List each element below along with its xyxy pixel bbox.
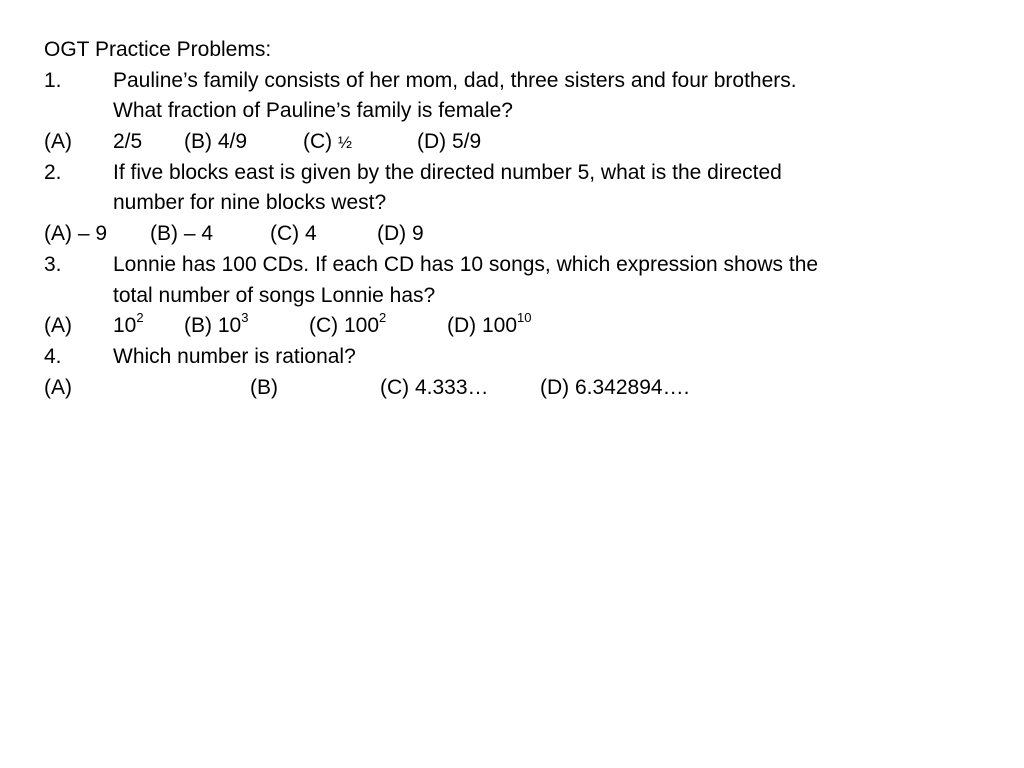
- question-2-line-2: number for nine blocks west?: [113, 191, 387, 215]
- question-3-line-1: [44, 250, 1004, 281]
- option-b-base: 10: [217, 314, 242, 338]
- option-b-exponent: 3: [241, 310, 249, 326]
- option-b: (B) – 4: [150, 222, 214, 246]
- option-c: (C) 4.333…: [380, 375, 489, 399]
- question-text: Pauline’s family consists of her mom, dad, three sisters and four brothers.: [113, 68, 797, 92]
- question-2-line-1: [44, 158, 1004, 189]
- question-4-line-1: [44, 342, 1004, 373]
- question-number: 2.: [44, 160, 62, 184]
- option-a-base: 10: [113, 314, 137, 338]
- option-a-label: (A): [44, 314, 72, 338]
- option-d: (D) 6.342894….: [540, 375, 690, 399]
- question-1-line-2: What fraction of Pauline’s family is female?: [113, 99, 513, 123]
- option-c-label: (C): [303, 130, 338, 154]
- option-d-exponent: 10: [517, 310, 532, 326]
- option-c-label: (C): [309, 314, 344, 338]
- question-text: Lonnie has 100 CDs. If each CD has 10 songs, which expression shows the: [113, 252, 819, 276]
- slide-content: [44, 35, 1004, 403]
- option-c-exponent: 2: [379, 310, 387, 326]
- option-a: [113, 311, 144, 342]
- question-3-line-2: total number of songs Lonnie has?: [113, 283, 436, 307]
- question-text: If five blocks east is given by the directed number 5, what is the directed: [113, 160, 782, 184]
- option-b: (B): [250, 375, 278, 399]
- question-2-options: [44, 219, 1004, 250]
- option-b: [184, 311, 248, 342]
- option-c: [309, 311, 386, 342]
- option-d: (D) 9: [377, 222, 424, 246]
- option-a: (A): [44, 375, 72, 399]
- question-1-options: [44, 127, 1004, 158]
- option-d-base: 100: [482, 314, 518, 338]
- option-d: [447, 311, 532, 342]
- option-c-value: ½: [338, 133, 352, 153]
- option-a: 2/5: [113, 130, 143, 154]
- option-d: (D) 5/9: [417, 130, 482, 154]
- option-c-base: 100: [344, 314, 380, 338]
- option-b-label: (B): [184, 314, 218, 338]
- option-d-label: (D): [447, 314, 482, 338]
- option-a-exponent: 2: [136, 310, 144, 326]
- question-number: 4.: [44, 344, 62, 368]
- question-1-line-1: [44, 66, 1004, 97]
- question-number: 1.: [44, 68, 62, 92]
- option-b: (B) 4/9: [184, 130, 248, 154]
- question-number: 3.: [44, 252, 62, 276]
- question-3-options: [44, 311, 1004, 342]
- option-c: (C) 4: [270, 222, 317, 246]
- option-a-label: (A): [44, 130, 72, 154]
- option-a: (A) – 9: [44, 222, 108, 246]
- question-text: Which number is rational?: [113, 344, 356, 368]
- question-4-options: [44, 373, 1004, 404]
- option-c: [303, 127, 352, 159]
- page-title: OGT Practice Problems:: [44, 38, 272, 61]
